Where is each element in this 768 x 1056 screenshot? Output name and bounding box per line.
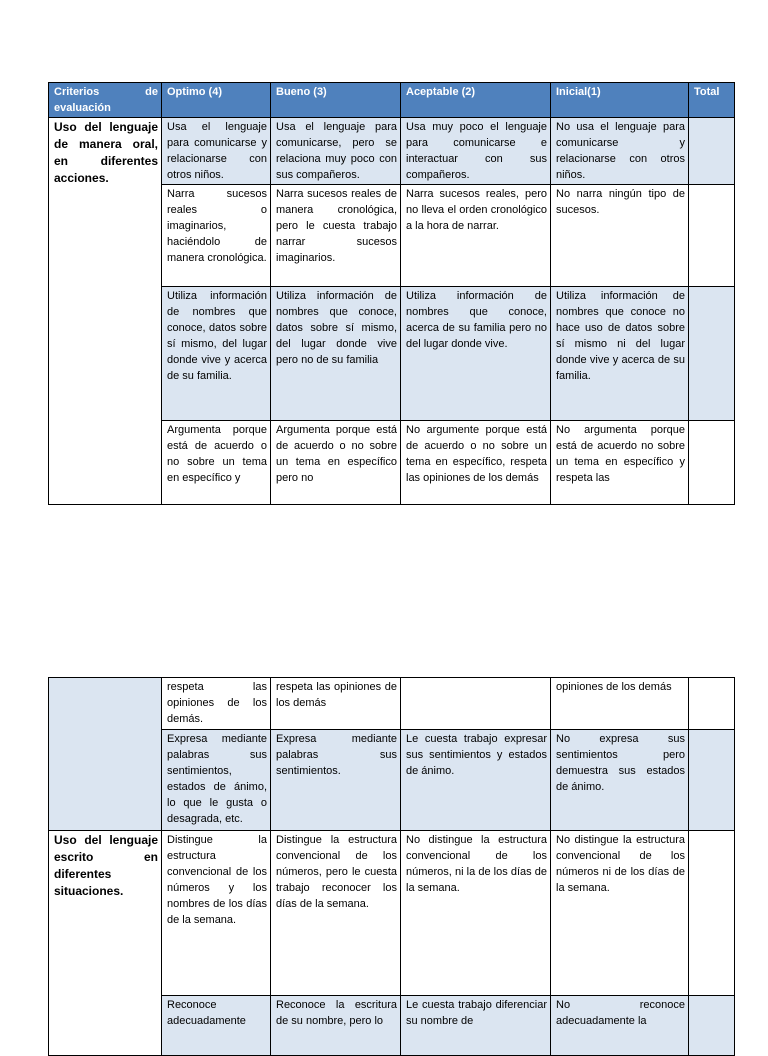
header-bueno: Bueno (3)	[271, 83, 401, 118]
cell-aceptable	[401, 678, 551, 730]
cell-optimo: respeta las opiniones de los demás.	[162, 678, 271, 730]
header-aceptable: Aceptable (2)	[401, 83, 551, 118]
cell-optimo: Argumenta porque está de acuerdo o no sobre un tema en específico y	[162, 421, 271, 505]
cell-inicial: No narra ningún tipo de sucesos.	[551, 185, 689, 287]
rubric-table-oral	[48, 82, 735, 505]
cell-inicial: No distingue la estructura convencional de los números ni de los días de la semana.	[551, 831, 689, 996]
cell-inicial: No expresa sus sentimientos pero demuestra sus estados de ánimo.	[551, 730, 689, 831]
cell-aceptable: Le cuesta trabajo expresar sus sentimientos y estados de ánimo.	[401, 730, 551, 831]
criterion-continued	[49, 678, 162, 831]
cell-total	[689, 730, 735, 831]
cell-total	[689, 678, 735, 730]
cell-bueno: respeta las opiniones de los demás	[271, 678, 401, 730]
cell-aceptable: Utiliza información de nombres que conoce, acerca de su familia pero no del lugar donde vive.	[401, 287, 551, 421]
cell-aceptable: No distingue la estructura convencional de los números, ni la de los días de la semana.	[401, 831, 551, 996]
cell-optimo: Narra sucesos reales o imaginarios, haciéndolo de manera cronológica.	[162, 185, 271, 287]
cell-aceptable: No argumente porque está de acuerdo o no sobre un tema en específico, respeta las opiniones de los demás	[401, 421, 551, 505]
criterion-written: Uso del lenguaje escrito en diferentes situaciones.	[49, 831, 162, 1056]
cell-optimo: Utiliza información de nombres que conoce, datos sobre sí mismo, del lugar donde vive y acerca de su familia.	[162, 287, 271, 421]
cell-optimo: Distingue la estructura convencional de los números y los nombres de los días de la semana.	[162, 831, 271, 996]
cell-inicial: Utiliza información de nombres que conoce no hace uso de datos sobre sí mismo ni del lugar donde vive y acerca de su familia.	[551, 287, 689, 421]
cell-bueno: Argumenta porque está de acuerdo o no sobre un tema en específico pero no	[271, 421, 401, 505]
table-row	[49, 118, 735, 185]
cell-inicial: opiniones de los demás	[551, 678, 689, 730]
rubric-table-written	[48, 677, 735, 1056]
cell-optimo: Expresa mediante palabras sus sentimientos, estados de ánimo, lo que le gusta o desagrada, etc.	[162, 730, 271, 831]
cell-bueno: Utiliza información de nombres que conoce, datos sobre sí mismo, del lugar donde vive pero no de su familia	[271, 287, 401, 421]
table-row	[49, 831, 735, 996]
cell-optimo: Usa el lenguaje para comunicarse y relacionarse con otros niños.	[162, 118, 271, 185]
header-total: Total	[689, 83, 735, 118]
cell-inicial: No usa el lenguaje para comunicarse y relacionarse con otros niños.	[551, 118, 689, 185]
cell-inicial: No argumenta porque está de acuerdo no sobre un tema en específico y respeta las	[551, 421, 689, 505]
cell-aceptable: Narra sucesos reales, pero no lleva el orden cronológico a la hora de narrar.	[401, 185, 551, 287]
cell-total	[689, 996, 735, 1056]
cell-total	[689, 421, 735, 505]
cell-bueno: Expresa mediante palabras sus sentimientos.	[271, 730, 401, 831]
cell-bueno: Narra sucesos reales de manera cronológica, pero le cuesta trabajo narrar sucesos imaginarios.	[271, 185, 401, 287]
header-criterios: Criterios de evaluación	[49, 83, 162, 118]
cell-aceptable: Le cuesta trabajo diferenciar su nombre de	[401, 996, 551, 1056]
cell-bueno: Distingue la estructura convencional de los números, pero le cuesta trabajo reconocer los días de la semana.	[271, 831, 401, 996]
header-optimo: Optimo (4)	[162, 83, 271, 118]
cell-inicial: No reconoce adecuadamente la	[551, 996, 689, 1056]
cell-total	[689, 185, 735, 287]
cell-bueno: Reconoce la escritura de su nombre, pero lo	[271, 996, 401, 1056]
cell-total	[689, 118, 735, 185]
cell-total	[689, 831, 735, 996]
cell-optimo: Reconoce adecuadamente	[162, 996, 271, 1056]
header-inicial: Inicial(1)	[551, 83, 689, 118]
cell-aceptable: Usa muy poco el lenguaje para comunicarse e interactuar con sus compañeros.	[401, 118, 551, 185]
cell-bueno: Usa el lenguaje para comunicarse, pero se relaciona muy poco con sus compañeros.	[271, 118, 401, 185]
table-row	[49, 678, 735, 730]
criterion-oral: Uso del lenguaje de manera oral, en diferentes acciones.	[49, 118, 162, 505]
cell-total	[689, 287, 735, 421]
header-row	[49, 83, 735, 118]
